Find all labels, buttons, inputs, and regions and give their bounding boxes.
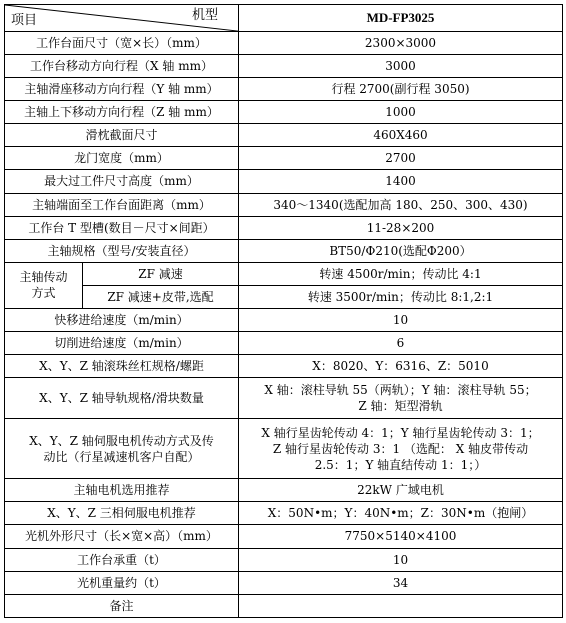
spindle-drive-label-line1: 主轴传动 [19, 270, 68, 285]
row-value: 7750×5140×4100 [239, 525, 563, 548]
servo-drive-value [239, 419, 563, 479]
row-label: 最大过工件尺寸高度（mm） [5, 170, 239, 193]
table-row [5, 101, 563, 124]
row-label: 工作台移动方向行程（X 轴 mm） [5, 55, 239, 78]
guide-value-line1: X 轴：滚柱导轨 55（两轨）；Y 轴：滚柱导轨 55； [264, 383, 537, 398]
row-value: 转速 3500r/min；传动比 8:1,2:1 [239, 285, 563, 308]
table-row [5, 571, 563, 594]
row-value: 2300×3000 [239, 32, 563, 55]
row-label: 备注 [5, 594, 239, 617]
row-value: 1400 [239, 170, 563, 193]
row-value: 1000 [239, 101, 563, 124]
drive-sub-label: ZF 减速 [83, 262, 239, 285]
table-row [5, 239, 563, 262]
row-value: 3000 [239, 55, 563, 78]
table-header-row [5, 5, 563, 32]
table-row [5, 285, 563, 308]
servo-drive-value-line1: X 轴行星齿轮传动 4：1；Y 轴行星齿轮传动 3：1； [261, 425, 540, 440]
row-label: 光机重量约（t） [5, 571, 239, 594]
row-label: 主轴电机选用推荐 [5, 479, 239, 502]
servo-drive-label [5, 419, 239, 479]
table-row [5, 216, 563, 239]
table-row [5, 419, 563, 479]
spindle-drive-label-line2: 方式 [31, 286, 56, 301]
row-value: X：8020、Y：6316、Z：5010 [239, 354, 563, 377]
row-label: 主轴规格（型号/安装直径） [5, 239, 239, 262]
row-value: 转速 4500r/min；传动比 4:1 [239, 262, 563, 285]
row-label: X、Y、Z 轴滚珠丝杠规格/螺距 [5, 354, 239, 377]
row-label: 主轴上下移动方向行程（Z 轴 mm） [5, 101, 239, 124]
row-value: 11-28×200 [239, 216, 563, 239]
header-item-label: 项目 [11, 13, 38, 29]
table-row [5, 378, 563, 419]
servo-drive-value-line2: Z 轴行星齿轮传动 3：1 （选配： X 轴皮带传动 [272, 441, 529, 456]
spindle-drive-label [5, 262, 83, 308]
table-row [5, 308, 563, 331]
table-row [5, 147, 563, 170]
row-label: 切削进给速度（m/min） [5, 331, 239, 354]
row-label: 主轴端面至工作台面距离（mm） [5, 193, 239, 216]
table-row [5, 594, 563, 617]
table-row [5, 331, 563, 354]
row-value: 460X460 [239, 124, 563, 147]
servo-drive-label-line2: 动比（行星减速机客户自配） [43, 449, 200, 464]
table-row [5, 170, 563, 193]
row-value [239, 594, 563, 617]
model-value: MD-FP3025 [239, 5, 563, 32]
row-label: 工作台面尺寸（宽×长）（mm） [5, 32, 239, 55]
servo-drive-value-line3: 2.5：1；Y 轴直结传动 1：1；） [314, 457, 487, 472]
table-row [5, 55, 563, 78]
table-row [5, 262, 563, 285]
table-row [5, 479, 563, 502]
row-label: 主轴滑座移动方向行程（Y 轴 mm） [5, 78, 239, 101]
drive-sub-label: ZF 减速+皮带,选配 [83, 285, 239, 308]
table-row [5, 354, 563, 377]
guide-value [239, 378, 563, 419]
row-value: 22kW 广域电机 [239, 479, 563, 502]
row-value: 10 [239, 548, 563, 571]
row-value: 2700 [239, 147, 563, 170]
guide-value-line2: Z 轴：矩型滑轨 [358, 399, 443, 414]
row-value: 6 [239, 331, 563, 354]
row-label: 滑枕截面尺寸 [5, 124, 239, 147]
table-row [5, 525, 563, 548]
row-value: 10 [239, 308, 563, 331]
header-model-label: 机型 [191, 8, 218, 23]
row-value: BT50/Φ210(选配Φ200） [239, 239, 563, 262]
table-row [5, 548, 563, 571]
row-value: 行程 2700(副行程 3050) [239, 78, 563, 101]
table-row [5, 193, 563, 216]
row-label: 快移进给速度（m/min） [5, 308, 239, 331]
table-row [5, 32, 563, 55]
row-value: 34 [239, 571, 563, 594]
table-row [5, 124, 563, 147]
row-label: 工作台承重（t） [5, 548, 239, 571]
spec-table [4, 4, 563, 618]
table-row [5, 78, 563, 101]
row-value: X：50N•m；Y：40N•m；Z：30N•m（抱闸） [239, 502, 563, 525]
guide-label: X、Y、Z 轴导轨规格/滑块数量 [5, 378, 239, 419]
header-diagonal-cell [5, 5, 239, 32]
row-label: 龙门宽度（mm） [5, 147, 239, 170]
table-row [5, 502, 563, 525]
row-label: 光机外形尺寸（长×宽×高）（mm） [5, 525, 239, 548]
row-label: X、Y、Z 三相伺服电机推荐 [5, 502, 239, 525]
row-value: 340～1340(选配加高 180、250、300、430) [239, 193, 563, 216]
servo-drive-label-line1: X、Y、Z 轴伺服电机传动方式及传 [29, 433, 214, 448]
row-label: 工作台 T 型槽(数目－尺寸×间距） [5, 216, 239, 239]
